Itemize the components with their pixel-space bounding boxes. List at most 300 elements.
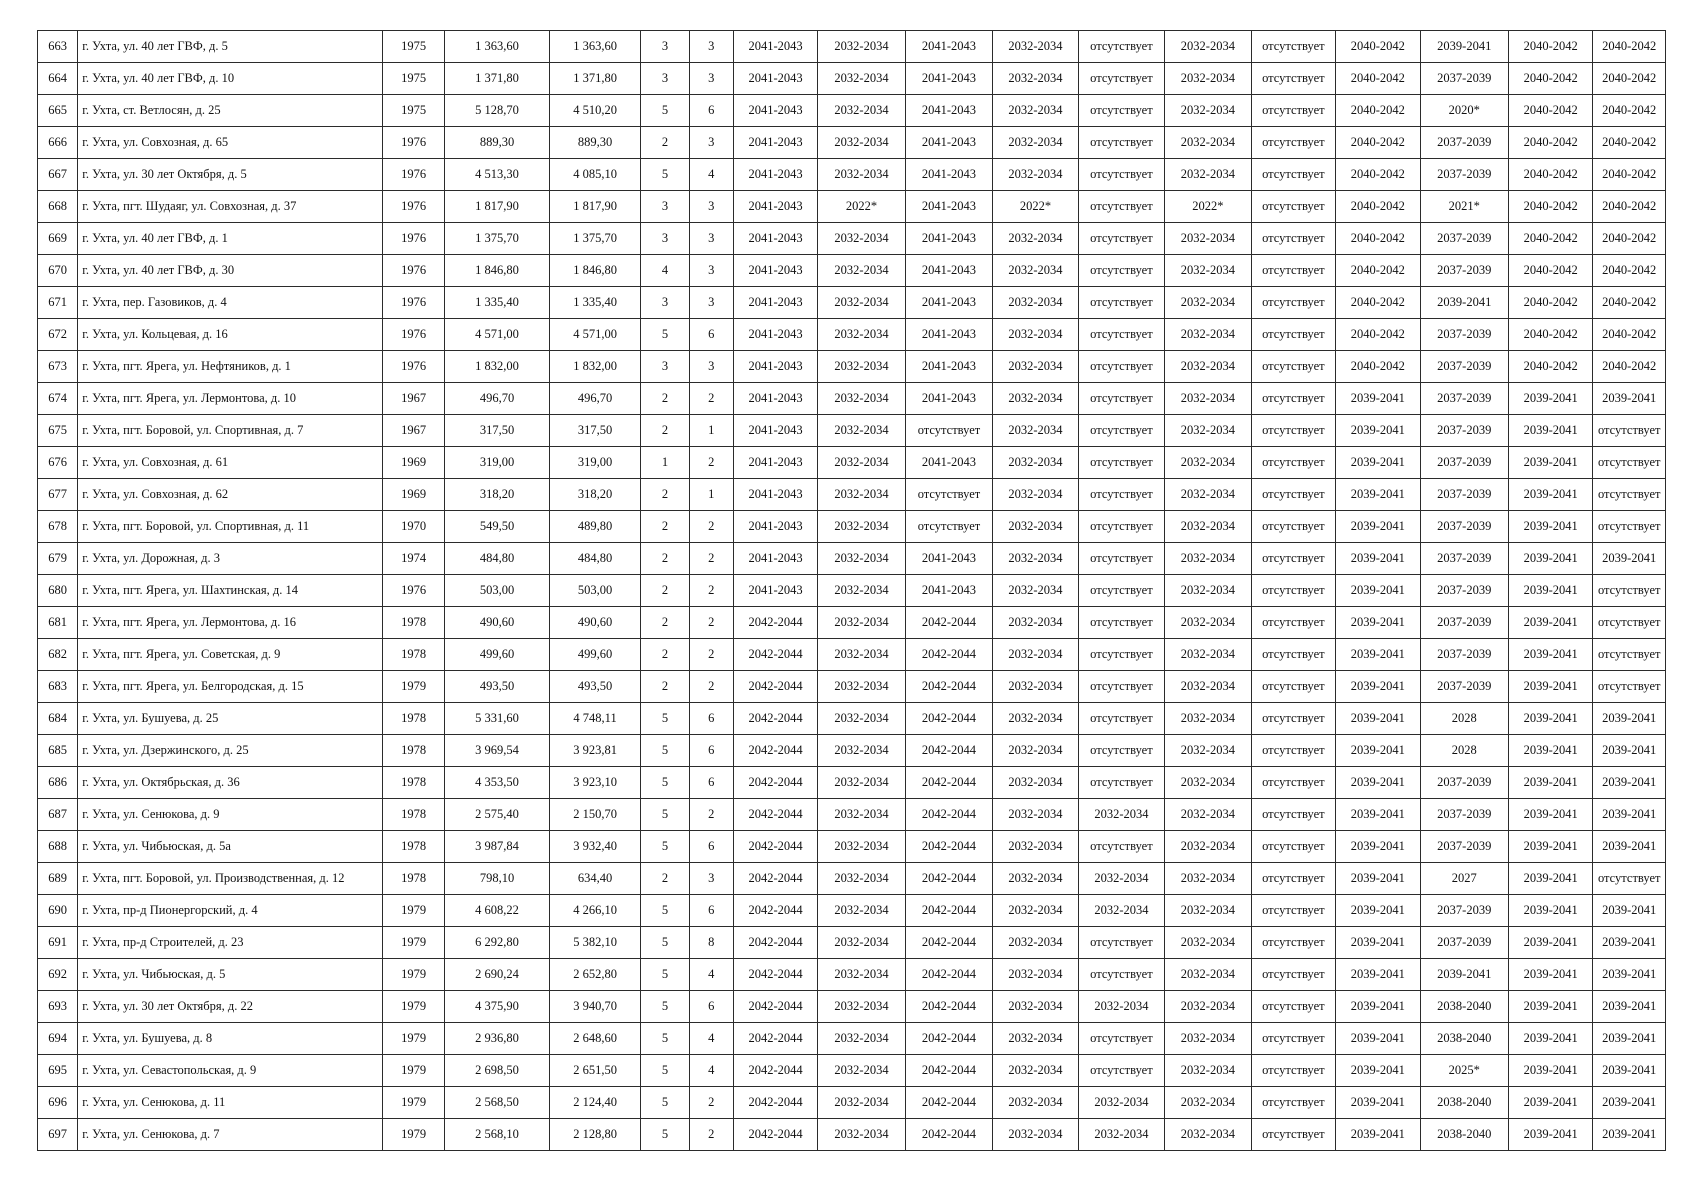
row-number-cell: 675 — [38, 415, 78, 447]
total-area-cell: 2 575,40 — [445, 799, 550, 831]
row-number-cell: 694 — [38, 1023, 78, 1055]
work-11-cell: 2040-2042 — [1593, 319, 1666, 351]
work-2-cell: 2032-2034 — [818, 383, 905, 415]
work-6-cell: 2032-2034 — [1165, 415, 1251, 447]
work-11-cell: 2039-2041 — [1593, 735, 1666, 767]
entrances-cell: 3 — [689, 127, 733, 159]
work-9-cell: 2038-2040 — [1420, 1119, 1508, 1151]
work-3-cell: 2041-2043 — [905, 223, 992, 255]
total-area-cell: 1 832,00 — [445, 351, 550, 383]
table-row — [38, 767, 1666, 799]
work-5-cell: отсутствует — [1078, 543, 1164, 575]
work-7-cell: отсутствует — [1251, 1119, 1335, 1151]
work-2-cell: 2032-2034 — [818, 767, 905, 799]
work-4-cell: 2032-2034 — [993, 543, 1078, 575]
entrances-cell: 2 — [689, 1119, 733, 1151]
total-area-cell: 3 987,84 — [445, 831, 550, 863]
work-8-cell: 2040-2042 — [1336, 63, 1420, 95]
work-2-cell: 2032-2034 — [818, 415, 905, 447]
work-4-cell: 2032-2034 — [993, 383, 1078, 415]
work-4-cell: 2032-2034 — [993, 159, 1078, 191]
row-number-cell: 679 — [38, 543, 78, 575]
living-area-cell: 1 375,70 — [549, 223, 641, 255]
work-7-cell: отсутствует — [1251, 95, 1335, 127]
work-1-cell: 2041-2043 — [733, 223, 817, 255]
address-cell: г. Ухта, ул. Чибьюская, д. 5 — [78, 959, 383, 991]
work-8-cell: 2039-2041 — [1336, 831, 1420, 863]
work-4-cell: 2032-2034 — [993, 895, 1078, 927]
work-5-cell: отсутствует — [1078, 319, 1164, 351]
floors-cell: 5 — [641, 1119, 689, 1151]
table-row — [38, 607, 1666, 639]
work-4-cell: 2032-2034 — [993, 287, 1078, 319]
table-row — [38, 735, 1666, 767]
total-area-cell: 4 608,22 — [445, 895, 550, 927]
work-7-cell: отсутствует — [1251, 831, 1335, 863]
work-6-cell: 2032-2034 — [1165, 767, 1251, 799]
work-6-cell: 2032-2034 — [1165, 543, 1251, 575]
living-area-cell: 503,00 — [549, 575, 641, 607]
build-year-cell: 1978 — [382, 735, 444, 767]
table-row — [38, 63, 1666, 95]
work-6-cell: 2032-2034 — [1165, 319, 1251, 351]
floors-cell: 5 — [641, 831, 689, 863]
work-10-cell: 2039-2041 — [1509, 415, 1593, 447]
work-1-cell: 2042-2044 — [733, 639, 817, 671]
work-2-cell: 2032-2034 — [818, 959, 905, 991]
work-5-cell: 2032-2034 — [1078, 1119, 1164, 1151]
work-7-cell: отсутствует — [1251, 191, 1335, 223]
work-11-cell: 2040-2042 — [1593, 63, 1666, 95]
work-11-cell: 2040-2042 — [1593, 255, 1666, 287]
floors-cell: 3 — [641, 223, 689, 255]
living-area-cell: 1 846,80 — [549, 255, 641, 287]
work-1-cell: 2041-2043 — [733, 191, 817, 223]
work-1-cell: 2042-2044 — [733, 703, 817, 735]
work-10-cell: 2040-2042 — [1509, 223, 1593, 255]
build-year-cell: 1979 — [382, 1119, 444, 1151]
floors-cell: 5 — [641, 799, 689, 831]
work-11-cell: 2040-2042 — [1593, 287, 1666, 319]
work-2-cell: 2032-2034 — [818, 287, 905, 319]
work-10-cell: 2040-2042 — [1509, 351, 1593, 383]
work-6-cell: 2022* — [1165, 191, 1251, 223]
work-9-cell: 2037-2039 — [1420, 479, 1508, 511]
address-cell: г. Ухта, ул. Сенюкова, д. 7 — [78, 1119, 383, 1151]
work-8-cell: 2039-2041 — [1336, 1087, 1420, 1119]
floors-cell: 5 — [641, 991, 689, 1023]
row-number-cell: 697 — [38, 1119, 78, 1151]
floors-cell: 2 — [641, 575, 689, 607]
floors-cell: 4 — [641, 255, 689, 287]
work-8-cell: 2039-2041 — [1336, 959, 1420, 991]
work-3-cell: 2041-2043 — [905, 383, 992, 415]
work-1-cell: 2042-2044 — [733, 895, 817, 927]
work-5-cell: 2032-2034 — [1078, 863, 1164, 895]
table-row — [38, 383, 1666, 415]
work-11-cell: 2040-2042 — [1593, 159, 1666, 191]
row-number-cell: 696 — [38, 1087, 78, 1119]
work-1-cell: 2042-2044 — [733, 799, 817, 831]
work-10-cell: 2040-2042 — [1509, 95, 1593, 127]
work-7-cell: отсутствует — [1251, 607, 1335, 639]
work-8-cell: 2039-2041 — [1336, 479, 1420, 511]
work-11-cell: 2039-2041 — [1593, 383, 1666, 415]
work-3-cell: 2042-2044 — [905, 831, 992, 863]
work-11-cell: отсутствует — [1593, 671, 1666, 703]
work-2-cell: 2032-2034 — [818, 351, 905, 383]
living-area-cell: 3 923,81 — [549, 735, 641, 767]
work-1-cell: 2042-2044 — [733, 607, 817, 639]
address-cell: г. Ухта, ул. Чибьюская, д. 5а — [78, 831, 383, 863]
work-3-cell: 2042-2044 — [905, 703, 992, 735]
build-year-cell: 1976 — [382, 223, 444, 255]
work-5-cell: отсутствует — [1078, 1023, 1164, 1055]
work-4-cell: 2032-2034 — [993, 351, 1078, 383]
table-row — [38, 927, 1666, 959]
work-5-cell: отсутствует — [1078, 959, 1164, 991]
build-year-cell: 1976 — [382, 351, 444, 383]
address-cell: г. Ухта, пгт. Ярега, ул. Лермонтова, д. 10 — [78, 383, 383, 415]
address-cell: г. Ухта, ул. Дорожная, д. 3 — [78, 543, 383, 575]
table-row — [38, 191, 1666, 223]
work-4-cell: 2032-2034 — [993, 735, 1078, 767]
address-cell: г. Ухта, ул. Совхозная, д. 65 — [78, 127, 383, 159]
work-6-cell: 2032-2034 — [1165, 831, 1251, 863]
work-11-cell: 2039-2041 — [1593, 703, 1666, 735]
floors-cell: 5 — [641, 767, 689, 799]
work-11-cell: 2039-2041 — [1593, 831, 1666, 863]
work-7-cell: отсутствует — [1251, 479, 1335, 511]
work-4-cell: 2032-2034 — [993, 639, 1078, 671]
row-number-cell: 670 — [38, 255, 78, 287]
work-8-cell: 2040-2042 — [1336, 127, 1420, 159]
total-area-cell: 484,80 — [445, 543, 550, 575]
work-7-cell: отсутствует — [1251, 223, 1335, 255]
entrances-cell: 6 — [689, 319, 733, 351]
work-3-cell: 2041-2043 — [905, 31, 992, 63]
work-2-cell: 2032-2034 — [818, 895, 905, 927]
work-6-cell: 2032-2034 — [1165, 255, 1251, 287]
work-6-cell: 2032-2034 — [1165, 383, 1251, 415]
work-9-cell: 2028 — [1420, 703, 1508, 735]
work-5-cell: отсутствует — [1078, 479, 1164, 511]
work-5-cell: отсутствует — [1078, 575, 1164, 607]
work-8-cell: 2039-2041 — [1336, 447, 1420, 479]
entrances-cell: 2 — [689, 607, 733, 639]
table-row — [38, 799, 1666, 831]
work-5-cell: 2032-2034 — [1078, 895, 1164, 927]
build-year-cell: 1976 — [382, 255, 444, 287]
work-10-cell: 2039-2041 — [1509, 735, 1593, 767]
entrances-cell: 2 — [689, 383, 733, 415]
total-area-cell: 1 335,40 — [445, 287, 550, 319]
work-11-cell: 2040-2042 — [1593, 223, 1666, 255]
entrances-cell: 3 — [689, 223, 733, 255]
work-4-cell: 2032-2034 — [993, 95, 1078, 127]
work-8-cell: 2039-2041 — [1336, 415, 1420, 447]
row-number-cell: 683 — [38, 671, 78, 703]
work-3-cell: отсутствует — [905, 415, 992, 447]
work-7-cell: отсутствует — [1251, 159, 1335, 191]
work-8-cell: 2039-2041 — [1336, 1055, 1420, 1087]
work-9-cell: 2037-2039 — [1420, 223, 1508, 255]
work-1-cell: 2042-2044 — [733, 927, 817, 959]
work-7-cell: отсутствует — [1251, 127, 1335, 159]
work-5-cell: отсутствует — [1078, 703, 1164, 735]
work-5-cell: отсутствует — [1078, 415, 1164, 447]
work-10-cell: 2039-2041 — [1509, 575, 1593, 607]
work-5-cell: отсутствует — [1078, 31, 1164, 63]
row-number-cell: 669 — [38, 223, 78, 255]
work-9-cell: 2020* — [1420, 95, 1508, 127]
table-row — [38, 831, 1666, 863]
work-5-cell: отсутствует — [1078, 639, 1164, 671]
work-5-cell: отсутствует — [1078, 351, 1164, 383]
floors-cell: 5 — [641, 735, 689, 767]
work-4-cell: 2032-2034 — [993, 863, 1078, 895]
work-4-cell: 2032-2034 — [993, 223, 1078, 255]
floors-cell: 1 — [641, 447, 689, 479]
work-6-cell: 2032-2034 — [1165, 1055, 1251, 1087]
living-area-cell: 1 817,90 — [549, 191, 641, 223]
work-7-cell: отсутствует — [1251, 1055, 1335, 1087]
total-area-cell: 798,10 — [445, 863, 550, 895]
floors-cell: 5 — [641, 319, 689, 351]
work-7-cell: отсутствует — [1251, 543, 1335, 575]
entrances-cell: 3 — [689, 351, 733, 383]
work-10-cell: 2039-2041 — [1509, 927, 1593, 959]
living-area-cell: 1 832,00 — [549, 351, 641, 383]
work-7-cell: отсутствует — [1251, 351, 1335, 383]
living-area-cell: 4 571,00 — [549, 319, 641, 351]
work-9-cell: 2037-2039 — [1420, 319, 1508, 351]
work-7-cell: отсутствует — [1251, 415, 1335, 447]
floors-cell: 3 — [641, 351, 689, 383]
floors-cell: 2 — [641, 383, 689, 415]
work-5-cell: отсутствует — [1078, 671, 1164, 703]
row-number-cell: 677 — [38, 479, 78, 511]
work-8-cell: 2039-2041 — [1336, 735, 1420, 767]
work-10-cell: 2039-2041 — [1509, 767, 1593, 799]
build-year-cell: 1978 — [382, 703, 444, 735]
work-7-cell: отсутствует — [1251, 735, 1335, 767]
work-8-cell: 2039-2041 — [1336, 607, 1420, 639]
work-8-cell: 2040-2042 — [1336, 31, 1420, 63]
living-area-cell: 1 335,40 — [549, 287, 641, 319]
work-1-cell: 2041-2043 — [733, 447, 817, 479]
work-4-cell: 2032-2034 — [993, 1119, 1078, 1151]
total-area-cell: 499,60 — [445, 639, 550, 671]
work-9-cell: 2037-2039 — [1420, 351, 1508, 383]
build-year-cell: 1970 — [382, 511, 444, 543]
work-6-cell: 2032-2034 — [1165, 735, 1251, 767]
work-10-cell: 2039-2041 — [1509, 607, 1593, 639]
work-9-cell: 2037-2039 — [1420, 63, 1508, 95]
total-area-cell: 493,50 — [445, 671, 550, 703]
work-8-cell: 2039-2041 — [1336, 895, 1420, 927]
work-3-cell: отсутствует — [905, 479, 992, 511]
work-8-cell: 2039-2041 — [1336, 1023, 1420, 1055]
work-1-cell: 2042-2044 — [733, 735, 817, 767]
work-2-cell: 2032-2034 — [818, 159, 905, 191]
table-row — [38, 511, 1666, 543]
living-area-cell: 496,70 — [549, 383, 641, 415]
work-8-cell: 2039-2041 — [1336, 383, 1420, 415]
work-7-cell: отсутствует — [1251, 383, 1335, 415]
row-number-cell: 664 — [38, 63, 78, 95]
address-cell: г. Ухта, ул. Совхозная, д. 61 — [78, 447, 383, 479]
table-row — [38, 639, 1666, 671]
work-5-cell: отсутствует — [1078, 511, 1164, 543]
work-6-cell: 2032-2034 — [1165, 959, 1251, 991]
total-area-cell: 1 817,90 — [445, 191, 550, 223]
work-6-cell: 2032-2034 — [1165, 511, 1251, 543]
work-1-cell: 2042-2044 — [733, 863, 817, 895]
build-year-cell: 1979 — [382, 895, 444, 927]
table-row — [38, 351, 1666, 383]
work-5-cell: отсутствует — [1078, 287, 1164, 319]
entrances-cell: 3 — [689, 191, 733, 223]
table-row — [38, 479, 1666, 511]
work-1-cell: 2041-2043 — [733, 511, 817, 543]
table-row — [38, 1055, 1666, 1087]
work-11-cell: 2039-2041 — [1593, 543, 1666, 575]
address-cell: г. Ухта, пр-д Пионергорский, д. 4 — [78, 895, 383, 927]
work-3-cell: 2041-2043 — [905, 95, 992, 127]
table-row — [38, 31, 1666, 63]
work-3-cell: 2042-2044 — [905, 863, 992, 895]
work-10-cell: 2040-2042 — [1509, 319, 1593, 351]
work-7-cell: отсутствует — [1251, 287, 1335, 319]
floors-cell: 2 — [641, 639, 689, 671]
work-11-cell: 2039-2041 — [1593, 1023, 1666, 1055]
work-3-cell: 2041-2043 — [905, 575, 992, 607]
build-year-cell: 1975 — [382, 31, 444, 63]
work-7-cell: отсутствует — [1251, 991, 1335, 1023]
total-area-cell: 317,50 — [445, 415, 550, 447]
entrances-cell: 2 — [689, 575, 733, 607]
address-cell: г. Ухта, ул. 30 лет Октября, д. 5 — [78, 159, 383, 191]
work-4-cell: 2032-2034 — [993, 799, 1078, 831]
build-year-cell: 1976 — [382, 159, 444, 191]
floors-cell: 5 — [641, 703, 689, 735]
work-9-cell: 2037-2039 — [1420, 639, 1508, 671]
row-number-cell: 686 — [38, 767, 78, 799]
work-11-cell: отсутствует — [1593, 639, 1666, 671]
work-6-cell: 2032-2034 — [1165, 1087, 1251, 1119]
entrances-cell: 6 — [689, 703, 733, 735]
work-2-cell: 2032-2034 — [818, 607, 905, 639]
address-cell: г. Ухта, пгт. Боровой, ул. Производственная, д. 12 — [78, 863, 383, 895]
work-9-cell: 2037-2039 — [1420, 447, 1508, 479]
work-5-cell: отсутствует — [1078, 191, 1164, 223]
build-year-cell: 1976 — [382, 191, 444, 223]
work-4-cell: 2032-2034 — [993, 767, 1078, 799]
work-1-cell: 2042-2044 — [733, 1023, 817, 1055]
living-area-cell: 499,60 — [549, 639, 641, 671]
work-4-cell: 2032-2034 — [993, 1055, 1078, 1087]
work-9-cell: 2037-2039 — [1420, 895, 1508, 927]
living-area-cell: 317,50 — [549, 415, 641, 447]
entrances-cell: 2 — [689, 447, 733, 479]
work-5-cell: 2032-2034 — [1078, 1087, 1164, 1119]
work-1-cell: 2042-2044 — [733, 831, 817, 863]
build-year-cell: 1975 — [382, 95, 444, 127]
address-cell: г. Ухта, ул. Дзержинского, д. 25 — [78, 735, 383, 767]
work-4-cell: 2032-2034 — [993, 319, 1078, 351]
work-4-cell: 2032-2034 — [993, 703, 1078, 735]
floors-cell: 3 — [641, 31, 689, 63]
work-1-cell: 2042-2044 — [733, 991, 817, 1023]
build-year-cell: 1969 — [382, 479, 444, 511]
living-area-cell: 1 371,80 — [549, 63, 641, 95]
build-year-cell: 1976 — [382, 575, 444, 607]
address-cell: г. Ухта, ул. Сенюкова, д. 9 — [78, 799, 383, 831]
buildings-table — [37, 30, 1666, 1151]
living-area-cell: 4 266,10 — [549, 895, 641, 927]
work-1-cell: 2041-2043 — [733, 31, 817, 63]
floors-cell: 3 — [641, 287, 689, 319]
work-6-cell: 2032-2034 — [1165, 351, 1251, 383]
work-7-cell: отсутствует — [1251, 447, 1335, 479]
row-number-cell: 688 — [38, 831, 78, 863]
total-area-cell: 2 568,50 — [445, 1087, 550, 1119]
work-8-cell: 2040-2042 — [1336, 351, 1420, 383]
work-7-cell: отсутствует — [1251, 1023, 1335, 1055]
row-number-cell: 674 — [38, 383, 78, 415]
work-11-cell: 2040-2042 — [1593, 95, 1666, 127]
total-area-cell: 5 128,70 — [445, 95, 550, 127]
build-year-cell: 1979 — [382, 1087, 444, 1119]
work-8-cell: 2040-2042 — [1336, 223, 1420, 255]
living-area-cell: 4 510,20 — [549, 95, 641, 127]
work-2-cell: 2032-2034 — [818, 95, 905, 127]
work-11-cell: 2039-2041 — [1593, 1055, 1666, 1087]
living-area-cell: 493,50 — [549, 671, 641, 703]
living-area-cell: 2 150,70 — [549, 799, 641, 831]
total-area-cell: 2 568,10 — [445, 1119, 550, 1151]
work-6-cell: 2032-2034 — [1165, 607, 1251, 639]
work-7-cell: отсутствует — [1251, 895, 1335, 927]
living-area-cell: 2 124,40 — [549, 1087, 641, 1119]
table-row — [38, 991, 1666, 1023]
build-year-cell: 1974 — [382, 543, 444, 575]
work-4-cell: 2032-2034 — [993, 831, 1078, 863]
living-area-cell: 889,30 — [549, 127, 641, 159]
work-7-cell: отсутствует — [1251, 703, 1335, 735]
work-9-cell: 2037-2039 — [1420, 575, 1508, 607]
build-year-cell: 1976 — [382, 287, 444, 319]
living-area-cell: 634,40 — [549, 863, 641, 895]
row-number-cell: 682 — [38, 639, 78, 671]
work-3-cell: 2042-2044 — [905, 1119, 992, 1151]
work-2-cell: 2032-2034 — [818, 63, 905, 95]
total-area-cell: 4 513,30 — [445, 159, 550, 191]
work-10-cell: 2039-2041 — [1509, 1087, 1593, 1119]
work-5-cell: отсутствует — [1078, 95, 1164, 127]
work-1-cell: 2042-2044 — [733, 1119, 817, 1151]
build-year-cell: 1975 — [382, 63, 444, 95]
living-area-cell: 2 648,60 — [549, 1023, 641, 1055]
work-2-cell: 2032-2034 — [818, 671, 905, 703]
work-9-cell: 2037-2039 — [1420, 255, 1508, 287]
work-10-cell: 2039-2041 — [1509, 863, 1593, 895]
address-cell: г. Ухта, ул. 40 лет ГВФ, д. 10 — [78, 63, 383, 95]
work-9-cell: 2037-2039 — [1420, 607, 1508, 639]
entrances-cell: 2 — [689, 639, 733, 671]
work-5-cell: отсутствует — [1078, 223, 1164, 255]
